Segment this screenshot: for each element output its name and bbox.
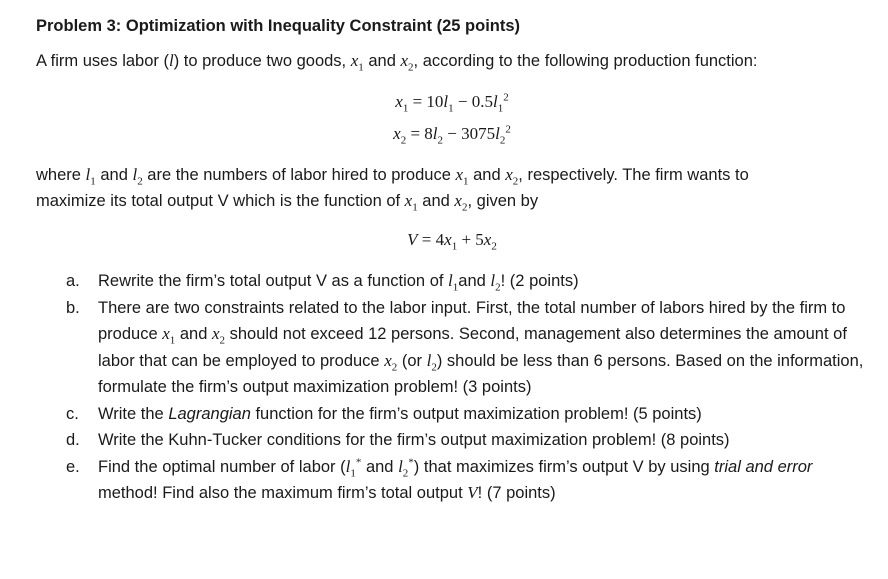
question-d: d. Write the Kuhn-Tucker conditions for the firm’s output maximization problem! (8 points) [36,427,868,454]
question-list [36,268,868,507]
question-e: e. Find the optimal number of labor ($l_1^*$ and $l_2^*$) that maximizes firm’s output V by using trial and error method! Find also the maximum firm’s total output V! (7 points) [36,454,868,507]
question-marker: a. [66,272,80,290]
where-paragraph: where $l_1$ and $l_2$ are the numbers of labor hired to produce $x_1$ and $x_2$, respectively. The firm wants to maximize its total output V which is the function of $x_1$ and $x_2$, given by [36,165,749,214]
question-marker: d. [66,431,80,449]
problem-title: Problem 3: Optimization with Inequality Constraint (25 points) [36,17,521,35]
question-marker: b. [66,298,80,317]
production-function-x1: $x_1 = 10l_1 - 0.5l_1^2$ [395,91,509,115]
intro-paragraph: A firm uses labor (l) to produce two goods, $x_1$ and $x_2$, according to the following production function: [36,51,758,74]
question-b: b. There are two constraints related to the labor input. First, the total number of labors hired by the firm to produce $x_1$ and $x_2$ should not exceed 12 persons. Second, management also determines the amount of labor that can be employed to produce $x_2$ (or $l_2$) should be less than 6 persons. Based on the information, formulate the firm’s output maximization problem! (3 points) [36,295,868,401]
question-marker: e. [66,457,80,476]
production-function-x2: $x_2 = 8l_2 - 3075l_2^2$ [393,123,511,147]
question-c: c. Write the Lagrangian function for the firm’s output maximization problem! (5 points) [36,401,868,428]
question-marker: c. [66,404,79,423]
total-output-equation: $V = 4x_1 + 5x_2$ [407,230,497,253]
question-a: a. Rewrite the firm’s total output V as a function of $l_1and$ $l_2$! (2 points) [36,268,868,295]
